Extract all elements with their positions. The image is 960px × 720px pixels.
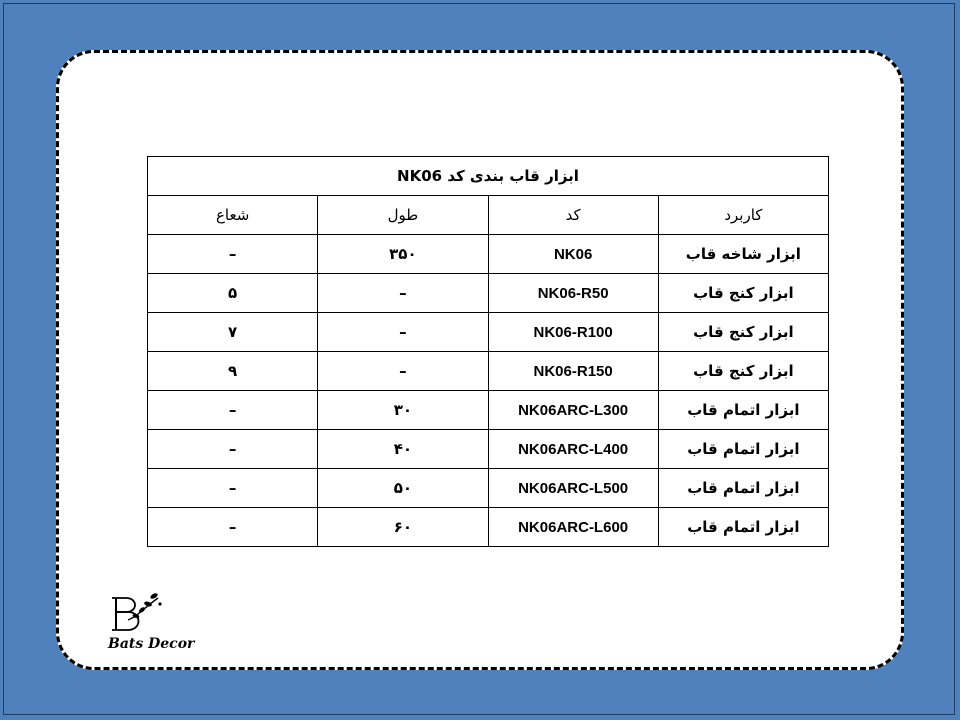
table-row	[148, 352, 829, 391]
cell-radius: –	[148, 430, 318, 469]
cell-length: ۵۰	[318, 469, 488, 508]
cell-radius: ۹	[148, 352, 318, 391]
cell-code: NK06ARC-L600	[488, 508, 658, 547]
cell-radius: –	[148, 469, 318, 508]
cell-code: NK06ARC-L500	[488, 469, 658, 508]
cell-usage: ابزار کنج قاب	[658, 274, 828, 313]
cell-usage: ابزار شاخه قاب	[658, 235, 828, 274]
table-row	[148, 313, 829, 352]
table-row	[148, 391, 829, 430]
table-row	[148, 469, 829, 508]
cell-radius: –	[148, 235, 318, 274]
cell-radius: –	[148, 508, 318, 547]
cell-usage: ابزار اتمام قاب	[658, 430, 828, 469]
cell-length: ۳۰	[318, 391, 488, 430]
header-usage: کاربرد	[658, 196, 828, 235]
cell-usage: ابزار اتمام قاب	[658, 469, 828, 508]
cell-length: –	[318, 352, 488, 391]
cell-length: ۴۰	[318, 430, 488, 469]
logo-text: Bats Decor	[108, 636, 195, 652]
cell-usage: ابزار اتمام قاب	[658, 391, 828, 430]
header-code: کد	[488, 196, 658, 235]
cell-code: NK06-R150	[488, 352, 658, 391]
header-radius: شعاع	[148, 196, 318, 235]
cell-length: ۳۵۰	[318, 235, 488, 274]
table-row	[148, 235, 829, 274]
table-row	[148, 430, 829, 469]
cell-code: NK06ARC-L300	[488, 391, 658, 430]
cell-code: NK06	[488, 235, 658, 274]
cell-usage: ابزار اتمام قاب	[658, 508, 828, 547]
cell-radius: ۵	[148, 274, 318, 313]
cell-length: –	[318, 274, 488, 313]
cell-usage: ابزار کنج قاب	[658, 313, 828, 352]
table-title: ابزار قاب بندی کد NK06	[148, 157, 829, 196]
table-row	[148, 274, 829, 313]
cell-code: NK06-R100	[488, 313, 658, 352]
header-length: طول	[318, 196, 488, 235]
cell-code: NK06-R50	[488, 274, 658, 313]
cell-code: NK06ARC-L400	[488, 430, 658, 469]
table-row	[148, 508, 829, 547]
cell-radius: ۷	[148, 313, 318, 352]
cell-usage: ابزار کنج قاب	[658, 352, 828, 391]
spec-table	[147, 156, 829, 547]
cell-length: –	[318, 313, 488, 352]
cell-radius: –	[148, 391, 318, 430]
cell-length: ۶۰	[318, 508, 488, 547]
